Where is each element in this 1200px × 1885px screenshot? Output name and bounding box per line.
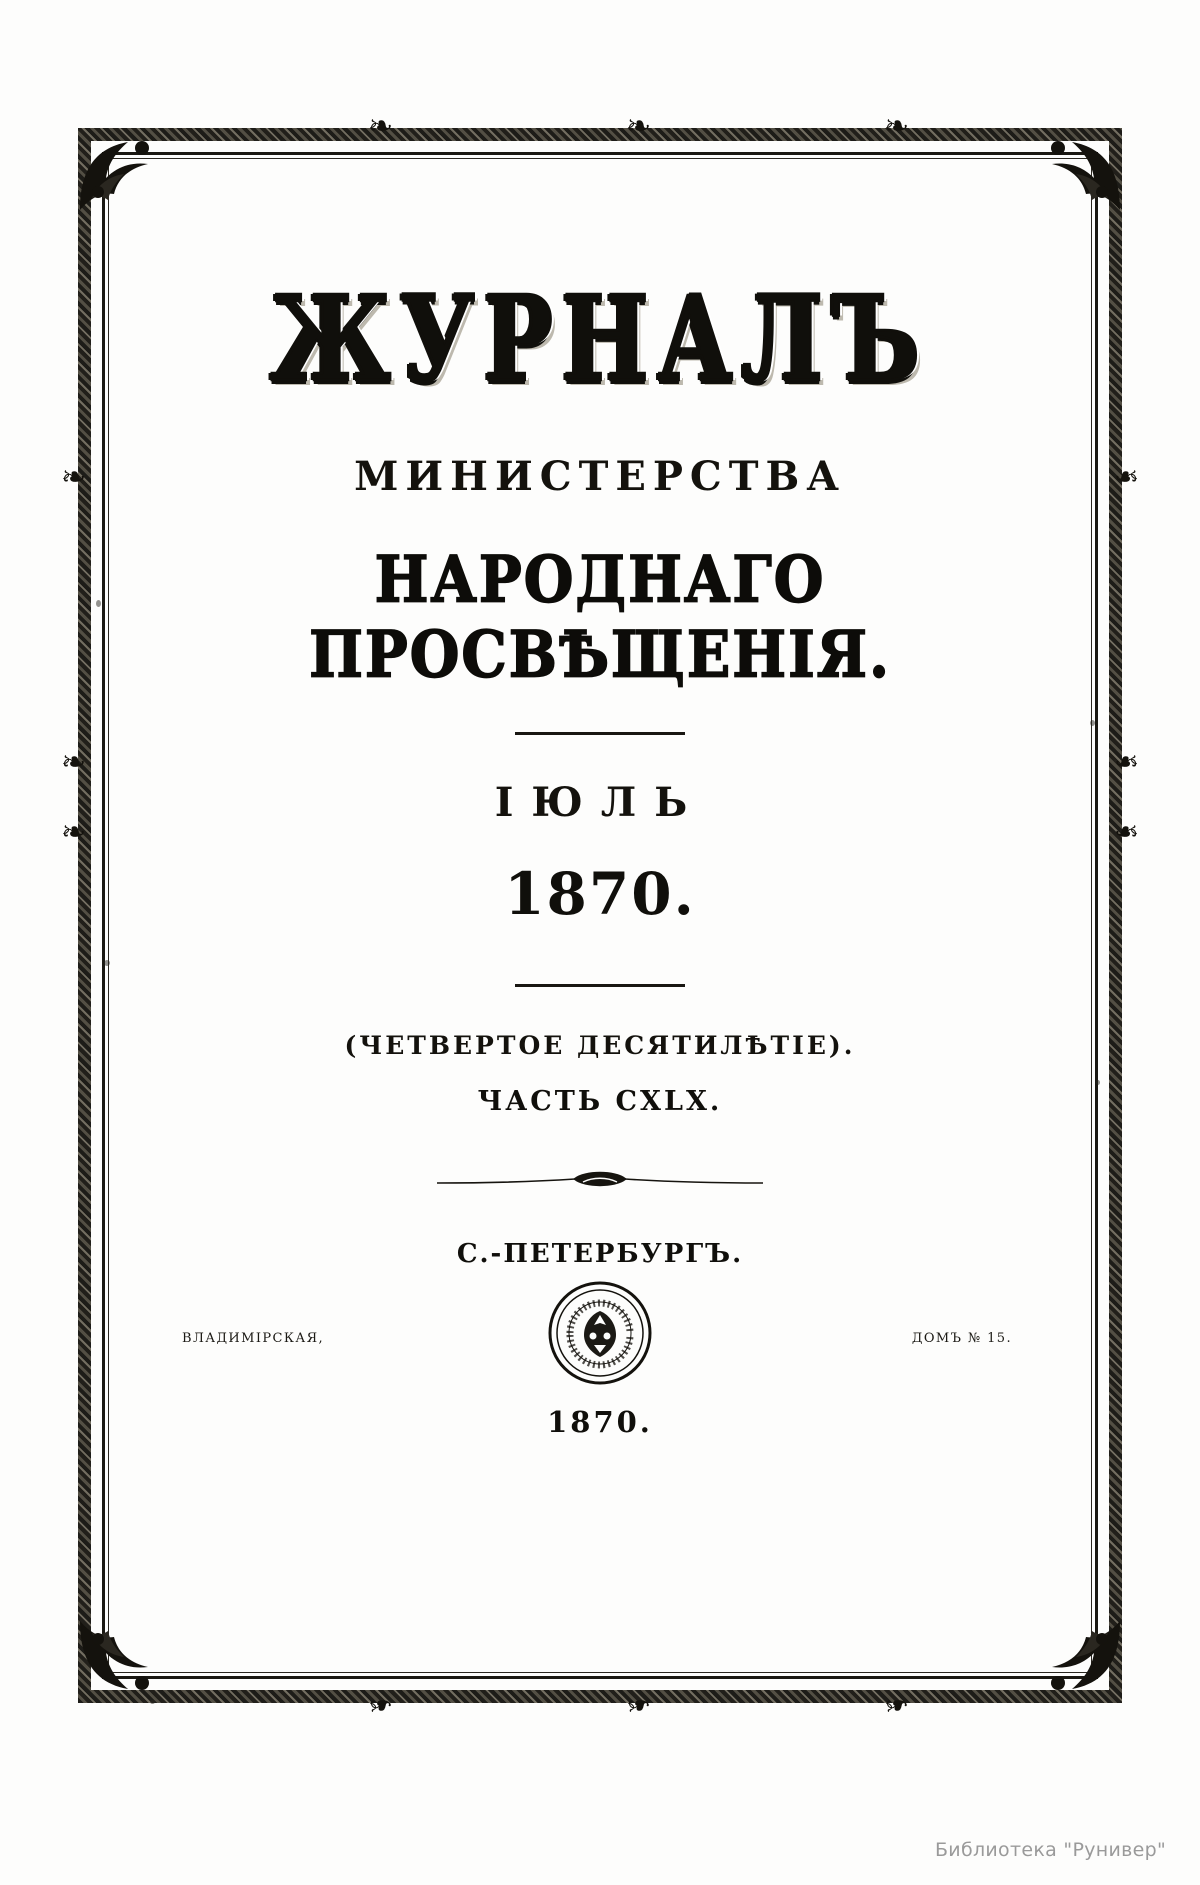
edge-ornament-bottom-center-icon: ❧ [626,1688,652,1721]
edge-ornament-top-left-icon: ❧ [368,110,394,143]
library-watermark: Библиотека "Рунивер" [934,1839,1166,1861]
scan-speckle [1096,1080,1100,1085]
edge-ornament-left-lower-icon: ❧ [61,816,87,849]
imprint-year: 1870. [547,1405,653,1439]
publication-city: С.-ПЕТЕРБУРГЪ. [456,1239,744,1269]
swash-divider-icon [435,1169,765,1195]
scan-speckle [96,600,101,607]
address-house: ДОМЪ № 15. [911,1331,1012,1346]
scan-speckle [150,1700,155,1704]
subject-line: НАРОДНАГО ПРОСВѢЩЕНІЯ. [309,542,891,693]
issue-year: 1870. [504,860,696,928]
divider-rule-lower [515,984,685,987]
imperial-eagle-seal-icon [548,1281,652,1385]
scan-speckle [104,960,110,966]
decade-note: (ЧЕТВЕРТОЕ ДЕСЯТИЛѢТІЕ). [344,1031,856,1060]
scan-speckle [1090,720,1095,726]
edge-ornament-bottom-right-icon: ❧ [884,1688,910,1721]
issue-month: ІЮЛЬ [494,779,706,826]
journal-title: ЖУРНАЛЪ [270,270,930,409]
edge-ornament-left-upper-icon: ❧ [61,461,87,494]
divider-rule-upper [515,732,685,735]
edge-ornament-right-upper-icon: ❧ [1113,461,1139,494]
corner-flourish-bottom-right-icon [1032,1613,1128,1709]
ministry-line: МИНИСТЕРСТВА [354,453,846,500]
edge-ornament-top-center-icon: ❧ [626,110,652,143]
corner-flourish-bottom-left-icon [72,1613,168,1709]
edge-ornament-left-middle-icon: ❧ [61,746,87,779]
edge-ornament-right-lower-icon: ❧ [1113,816,1139,849]
address-street: ВЛАДИМІРСКАЯ, [182,1331,325,1346]
edge-ornament-top-right-icon: ❧ [884,110,910,143]
volume-part: ЧАСТЬ CXLX. [477,1086,723,1117]
title-block [140,190,1060,1439]
imprint-row [140,1279,1060,1389]
edge-ornament-bottom-left-icon: ❧ [368,1688,394,1721]
edge-ornament-right-middle-icon: ❧ [1113,746,1139,779]
